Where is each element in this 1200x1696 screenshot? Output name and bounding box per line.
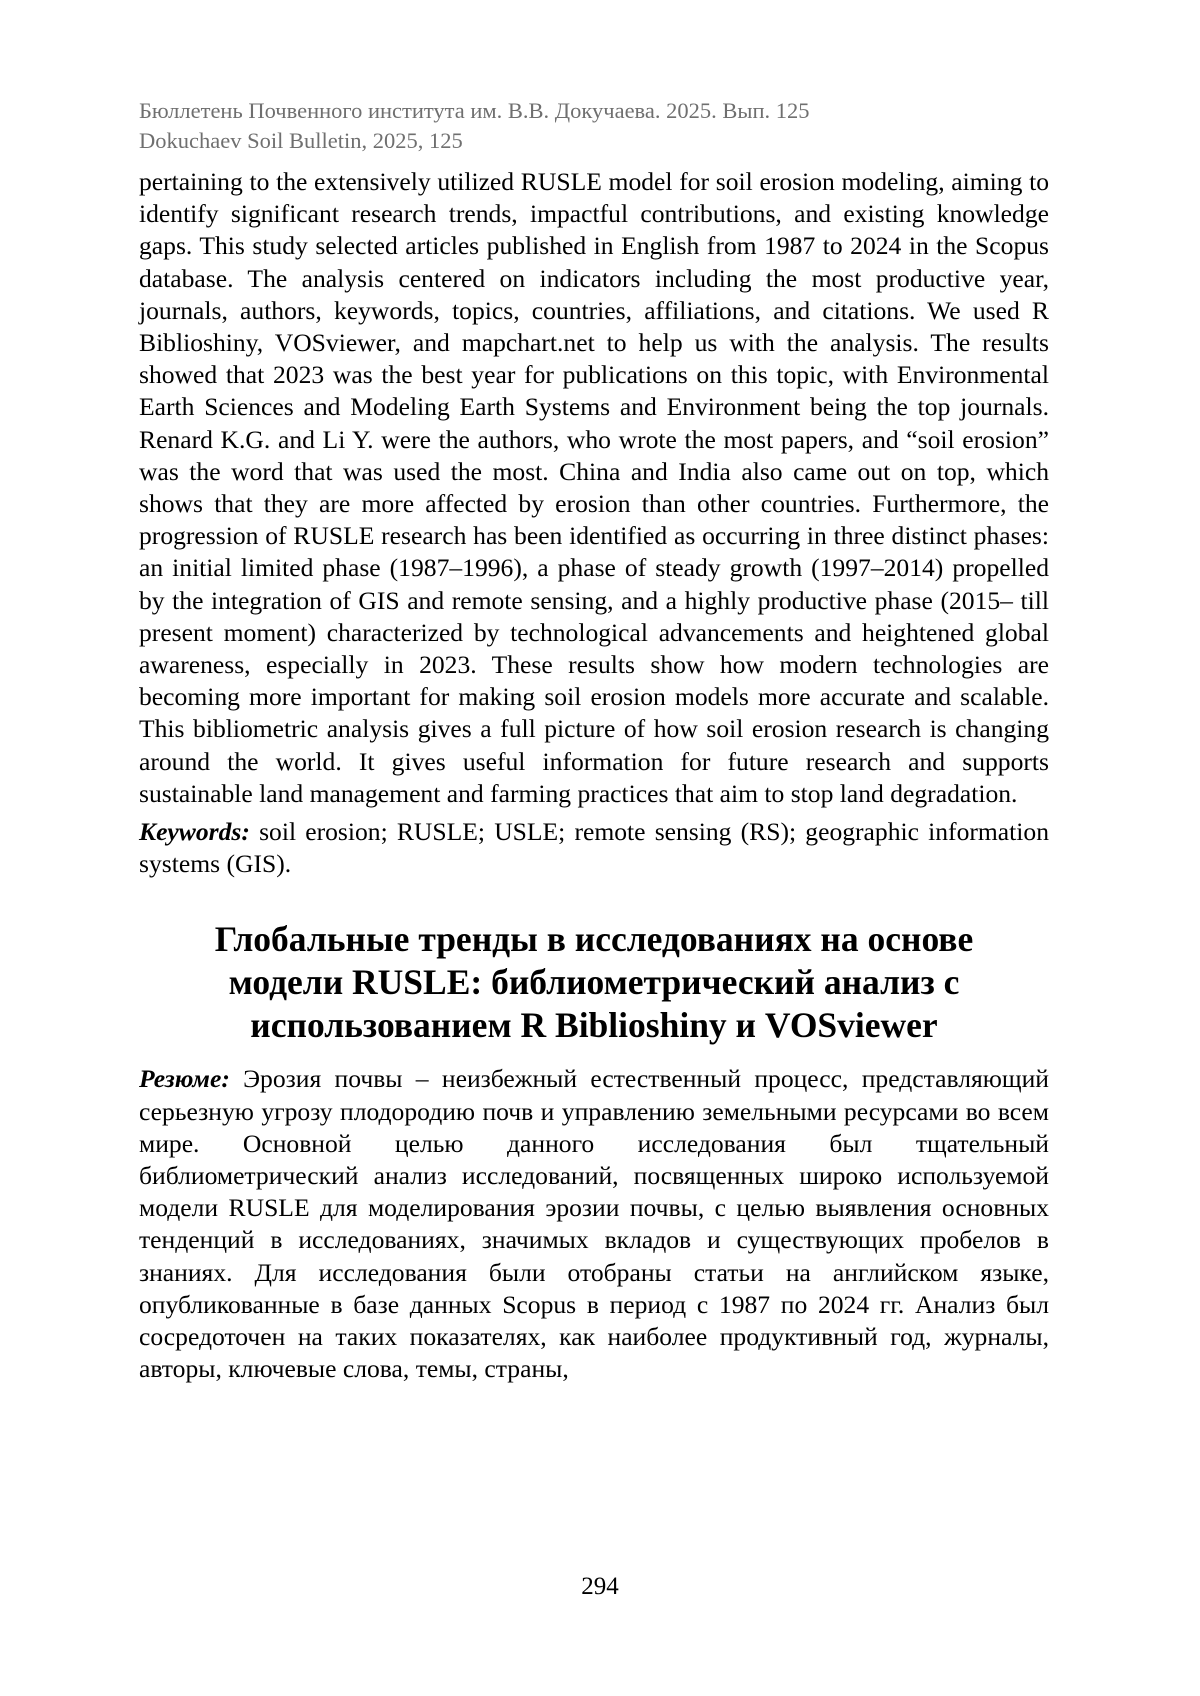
article-title-ru-line-2: модели RUSLE: библиометрический анализ с — [228, 962, 960, 1003]
abstract-ru-label: Резюме: — [139, 1064, 230, 1094]
keywords-en-paragraph — [139, 816, 1049, 880]
page-number: 294 — [581, 1573, 619, 1600]
running-header — [139, 96, 1049, 156]
article-title-ru-line-3: использованием R Biblioshiny и VOSviewer — [250, 1005, 938, 1046]
abstract-ru-text: Эрозия почвы – неизбежный естественный процесс, представляющий серьезную угрозу плодородию почв и управлению земельными ресурсами во всем мире. Основной целью данного исследования был тщательный библиометрический анализ исследований, посвященных широко используемой модели RUSLE для моделирования эрозии почвы, с целью выявления основных тенденций в исследованиях, значимых вкладов и существующих пробелов в знаниях. Для исследования были отобраны статьи на английском языке, опубликованные в базе данных Scopus в период с 1987 по 2024 гг. Анализ был сосредоточен на таких показателях, как наиболее продуктивный год, журналы, авторы, ключевые слова, темы, страны, — [139, 1064, 1049, 1384]
running-header-ru: Бюллетень Почвенного института им. В.В. Докучаева. 2025. Вып. 125 — [139, 98, 810, 123]
abstract-en-paragraph: pertaining to the extensively utilized RUSLE model for soil erosion modeling, aiming to identify significant research trends, impactful contributions, and existing knowledge gaps. This study selected articles published in English from 1987 to 2024 in the Scopus database. The analysis centered on indicators including the most productive year, journals, authors, keywords, topics, countries, affiliations, and citations. We used R Biblioshiny, VOSviewer, and mapchart.net to help us with the analysis. The results showed that 2023 was the best year for publications on this topic, with Environmental Earth Sciences and Modeling Earth Systems and Environment being the top journals. Renard K.G. and Li Y. were the authors, who wrote the most papers, and “soil erosion” was the word that was used the most. China and India also came out on top, which shows that they are more affected by erosion than other countries. Furthermore, the progression of RUSLE research has been identified as occurring in three distinct phases: an initial limited phase (1987–1996), a phase of steady growth (1997–2014) propelled by the integration of GIS and remote sensing, and a highly productive phase (2015– till present moment) characterized by technological advancements and heightened global awareness, especially in 2023. These results show how modern technologies are becoming more important for making soil erosion models more accurate and scalable. This bibliometric analysis gives a full picture of how soil erosion research is changing around the world. It gives useful information for future research and supports sustainable land management and farming practices that aim to stop land degradation. — [139, 167, 1049, 808]
abstract-ru-paragraph — [139, 1063, 1049, 1385]
keywords-text: soil erosion; RUSLE; USLE; remote sensing (RS); geographic information systems (GIS). — [139, 817, 1049, 879]
running-header-en: Dokuchaev Soil Bulletin, 2025, 125 — [139, 128, 463, 153]
page-body — [139, 96, 1049, 1386]
article-title-ru-line-1: Глобальные тренды в исследованиях на основе — [214, 919, 974, 960]
keywords-label: Keywords: — [139, 817, 250, 847]
article-title-ru — [139, 918, 1049, 1047]
